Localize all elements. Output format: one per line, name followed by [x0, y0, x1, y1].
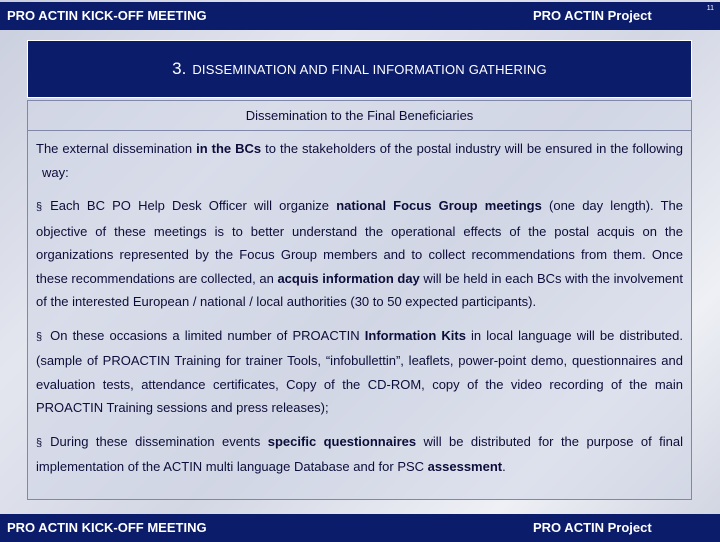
bullet-1 [36, 194, 683, 314]
bullet-3-text-3: . [502, 459, 506, 474]
intro-text-1: The external dissemination [36, 141, 197, 156]
header-left-text: PRO ACTIN KICK-OFF MEETING [7, 8, 207, 23]
intro-text-2: to the stakeholders of the postal industry will be ensured in the following way: [42, 141, 683, 180]
footer-bar [0, 514, 720, 542]
bullet-1-text-3: will be held in each BCs with the involvement of the interested European / national / local authorities (30 to 50 expected participants). [36, 270, 683, 309]
bullet-3-text-1: During these dissemination events [50, 433, 268, 449]
subtitle: Dissemination to the Final Beneficiaries [28, 101, 691, 131]
content-panel [27, 100, 692, 500]
bullet-1-text-1: Each BC PO Help Desk Officer will organize [50, 198, 337, 213]
bullet-3 [36, 430, 683, 479]
bullet-1-text-2: (one day length). The objective of these meetings is to better understand the operational effects of the postal acquis on the organizations represented by the Focus Group members and to collect recommendations from them. Once these recommendations are collected, an [36, 198, 683, 286]
bullet-2-text-2: in local language will be distributed. (sample of PROACTIN Training for trainer Tools, “infobullettin”, leaflets, power-point demo, questionnaires and evaluation tests, attendance certificates, Copy of the CD-ROM, copy of the video recording of the main PROACTIN Training sessions and press releases); [36, 327, 683, 415]
footer-right-text: PRO ACTIN Project [533, 520, 652, 535]
bullet-1-bold-1: national Focus Group meetings [336, 198, 542, 213]
body-text [28, 131, 691, 479]
header-right-text: PRO ACTIN Project [533, 8, 652, 23]
page-number: 11 [706, 5, 714, 12]
header-bar [0, 2, 720, 30]
title-text: DISSEMINATION AND FINAL INFORMATION GATHERING [192, 61, 547, 77]
intro-bold: in the BCs [196, 141, 262, 156]
bullet-icon: § [36, 201, 43, 213]
bullet-icon: § [36, 436, 43, 449]
bullet-1-bold-2: acquis information day [277, 270, 420, 286]
intro-paragraph [36, 137, 683, 184]
slide-title [27, 40, 692, 98]
bullet-2 [36, 324, 683, 420]
bullet-3-bold-2: assessment [427, 459, 503, 474]
bullet-3-bold-1: specific questionnaires [267, 433, 417, 449]
bullet-icon: § [36, 330, 43, 343]
title-number: 3. [172, 59, 187, 78]
bullet-2-text-1: On these occasions a limited number of PROACTIN [50, 327, 365, 343]
footer-left-text: PRO ACTIN KICK-OFF MEETING [7, 520, 207, 535]
bullet-2-bold-1: Information Kits [364, 327, 466, 343]
bullet-3-text-2: will be distributed for the purpose of final implementation of the ACTIN multi language Database and for PSC [36, 433, 683, 474]
